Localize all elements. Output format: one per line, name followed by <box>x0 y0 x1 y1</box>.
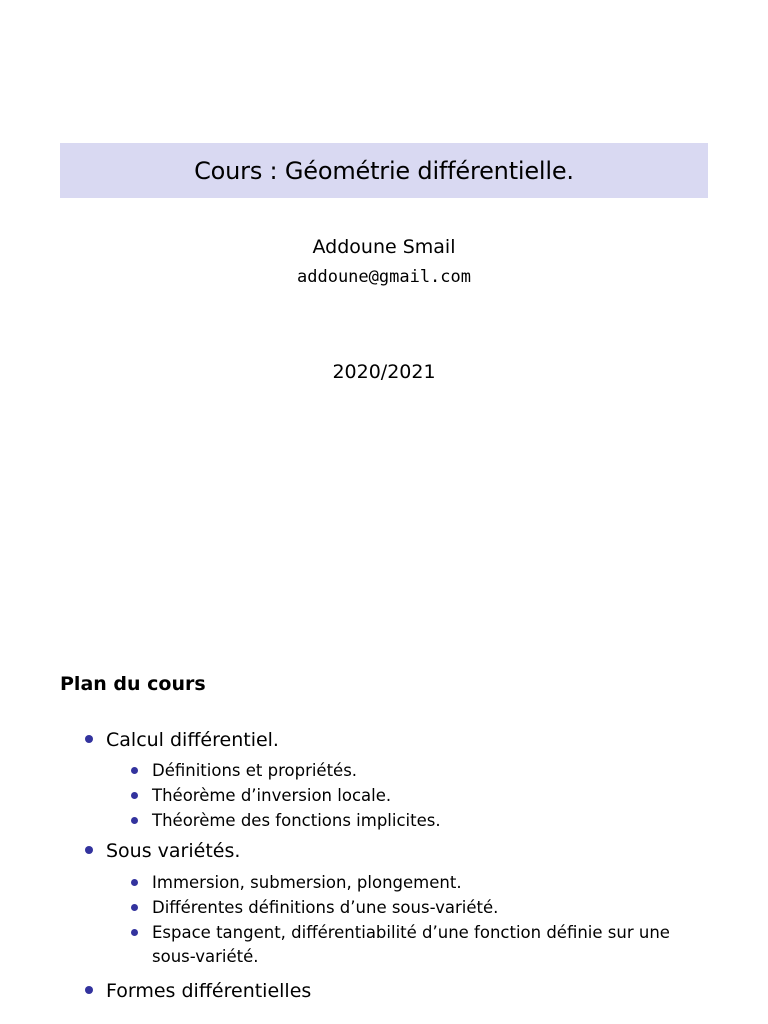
plan-subitem <box>131 896 711 920</box>
author-email: addoune@gmail.com <box>297 267 471 287</box>
plan-subitem <box>131 809 711 833</box>
plan-subitem <box>131 871 711 895</box>
bullet-icon <box>85 986 93 994</box>
subitem-label: Espace tangent, différentiabilité d’une fonction définie sur une sous-variété. <box>152 923 670 966</box>
plan-section-formes <box>85 980 311 1002</box>
plan-subitem <box>131 759 711 783</box>
title-banner <box>60 143 708 198</box>
subitem-label: Définitions et propriétés. <box>152 761 358 780</box>
section-label: Sous variétés. <box>106 840 241 862</box>
subitem-label: Différentes définitions d’une sous-variété. <box>152 898 499 917</box>
bullet-icon <box>85 735 93 743</box>
plan-section-calcul <box>85 729 279 751</box>
subitem-label: Théorème d’inversion locale. <box>152 786 392 805</box>
section-label: Formes différentielles <box>106 980 312 1002</box>
bullet-icon <box>131 767 138 774</box>
course-date: 2020/2021 <box>332 361 436 383</box>
plan-subitem <box>131 921 711 969</box>
bullet-icon <box>131 929 138 936</box>
subitem-label: Théorème des fonctions implicites. <box>152 811 441 830</box>
bullet-icon <box>85 846 93 854</box>
bullet-icon <box>131 904 138 911</box>
bullet-icon <box>131 879 138 886</box>
subitem-label: Immersion, submersion, plongement. <box>152 873 462 892</box>
plan-section-sous-varietes <box>85 840 240 862</box>
plan-title: Plan du cours <box>60 673 206 695</box>
section-label: Calcul différentiel. <box>106 729 279 751</box>
document-title: Cours : Géométrie différentielle. <box>194 156 574 185</box>
bullet-icon <box>131 792 138 799</box>
author-name: Addoune Smail <box>312 236 456 258</box>
plan-subitem <box>131 784 711 808</box>
bullet-icon <box>131 817 138 824</box>
